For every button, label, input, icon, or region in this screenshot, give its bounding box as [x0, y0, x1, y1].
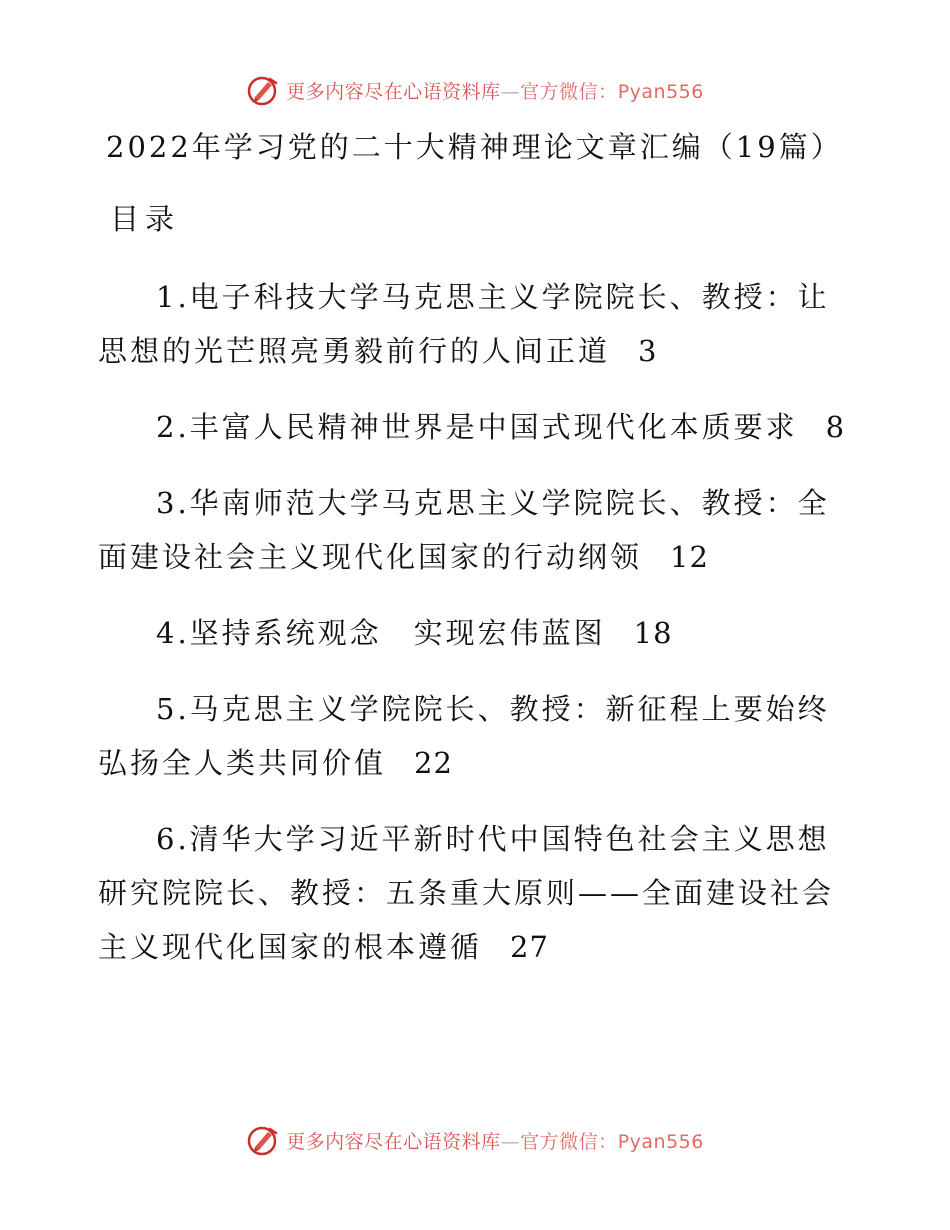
watermark-wechat-label: 官方微信： — [520, 80, 618, 103]
toc-entry[interactable] — [98, 682, 848, 790]
watermark-separator: — — [500, 1130, 521, 1153]
toc-entry[interactable] — [98, 400, 848, 454]
toc-page-number: 12 — [670, 540, 709, 574]
pen-logo-icon — [246, 73, 280, 107]
watermark-wechat-id: Pyan556 — [617, 1130, 704, 1153]
watermark-separator: — — [500, 80, 521, 103]
watermark-site-text: 更多内容尽在心语资料库 — [286, 1130, 501, 1153]
toc-entry-text: 3.华南师范大学马克思主义学院院长、教授：全面建设社会主义现代化国家的行动纲领 — [98, 486, 830, 574]
watermark-site-text: 更多内容尽在心语资料库 — [286, 80, 501, 103]
toc-page-number: 3 — [638, 334, 658, 368]
toc-entry[interactable] — [98, 270, 848, 378]
watermark-wechat-label: 官方微信： — [520, 1130, 618, 1153]
toc-page-number: 27 — [510, 930, 549, 964]
toc-entry[interactable] — [98, 812, 848, 974]
toc-entry[interactable] — [98, 476, 848, 584]
watermark-banner-top — [0, 70, 950, 110]
toc-entry-text: 6.清华大学习近平新时代中国特色社会主义思想研究院院长、教授：五条重大原则——全面建设社会主义现代化国家的根本遵循 — [98, 822, 835, 964]
document-title: 2022年学习党的二十大精神理论文章汇编（19篇） — [106, 130, 843, 164]
toc-page-number: 22 — [414, 746, 453, 780]
toc-heading: 目录 — [110, 202, 181, 236]
toc-entry-text: 4.坚持系统观念 实现宏伟蓝图 — [156, 616, 606, 650]
toc-entry[interactable] — [98, 606, 848, 660]
toc-page-number: 18 — [633, 616, 673, 650]
toc-entry-text: 2.丰富人民精神世界是中国式现代化本质要求 — [156, 410, 798, 444]
watermark-banner-bottom — [0, 1120, 950, 1160]
toc-list — [98, 270, 848, 974]
toc-entry-text: 5.马克思主义学院院长、教授：新征程上要始终弘扬全人类共同价值 — [98, 692, 830, 780]
document-body — [98, 122, 848, 974]
toc-page-number: 8 — [825, 410, 846, 444]
watermark-wechat-id: Pyan556 — [617, 80, 704, 103]
toc-entry-text: 1.电子科技大学马克思主义学院院长、教授：让思想的光芒照亮勇毅前行的人间正道 — [98, 280, 830, 368]
pen-logo-icon — [246, 1123, 280, 1157]
